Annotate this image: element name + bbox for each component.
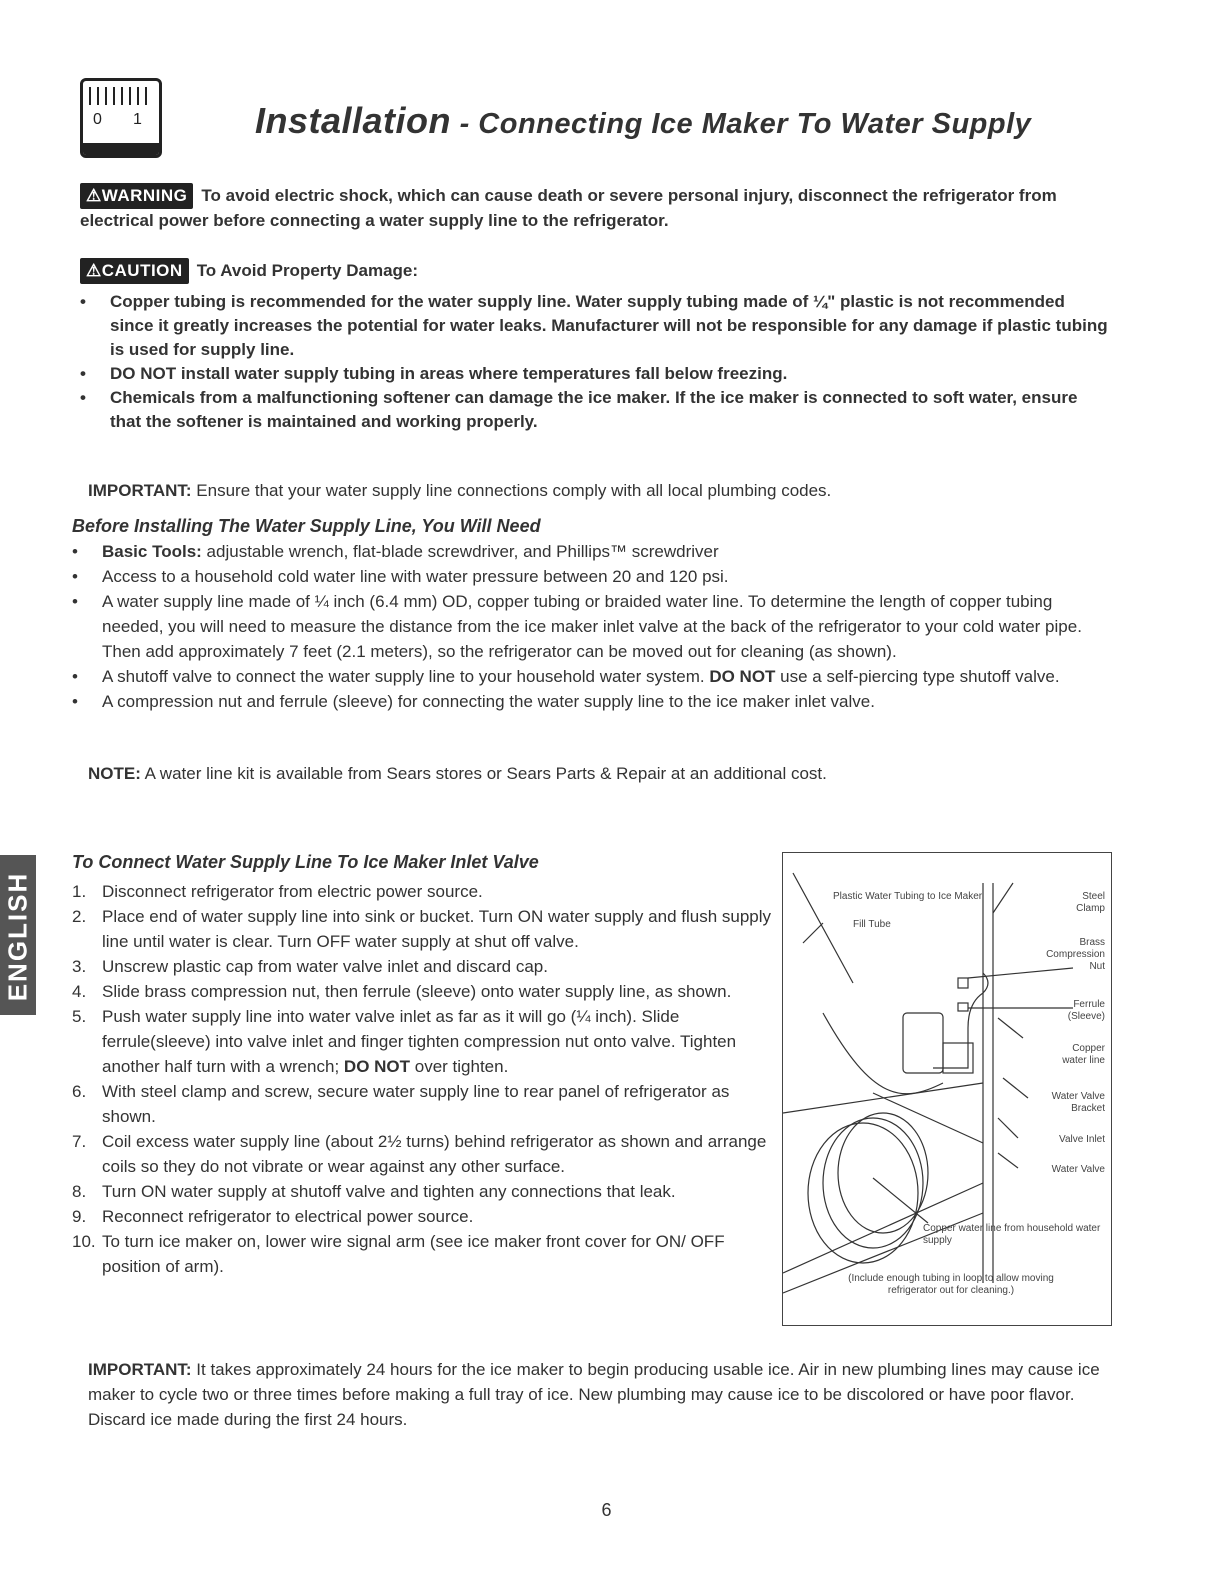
- step-number: 8.: [72, 1182, 87, 1201]
- tools-text: adjustable wrench, flat-blade screwdriver, and Phillips™ screwdriver: [201, 542, 719, 561]
- step-text: Coil excess water supply line (about 2½ turns) behind refrigerator as shown and arrange coils so they do not vibrate or wear against any other surface.: [102, 1132, 767, 1176]
- diagram-drawing: [783, 853, 1111, 1325]
- step-number: 2.: [72, 907, 87, 926]
- step-text: Unscrew plastic cap from water valve inlet and discard cap.: [102, 957, 548, 976]
- step-item: [72, 1229, 777, 1279]
- step-number: 10.: [72, 1232, 96, 1251]
- step-number: 1.: [72, 882, 87, 901]
- label-copper-line: Copper water line: [1062, 1043, 1105, 1066]
- step-item: [72, 979, 777, 1004]
- step-text: Slide brass compression nut, then ferrule (sleeve) onto water supply line, as shown.: [102, 982, 732, 1001]
- label-valve-bracket: Water Valve Bracket: [1051, 1091, 1105, 1114]
- note-label: NOTE:: [88, 764, 141, 783]
- note-block: [88, 761, 1108, 786]
- step-number: 7.: [72, 1132, 87, 1151]
- important-note-1: [88, 478, 1108, 503]
- page-number: 6: [601, 1500, 612, 1520]
- important-label: IMPORTANT:: [88, 481, 192, 500]
- connect-heading: To Connect Water Supply Line To Ice Maker Inlet Valve: [72, 852, 539, 872]
- step-text: Disconnect refrigerator from electric power source.: [102, 882, 483, 901]
- step-text: Push water supply line into water valve inlet as far as it will go (¼ inch). Slide ferrule(sleeve) into valve inlet and finger tighten compression nut onto valve. Tighten another half turn with a wrench;: [102, 1007, 737, 1076]
- gauge-label-1: 1: [133, 111, 142, 128]
- step-number: 5.: [72, 1007, 87, 1026]
- label-brass-nut: Brass Compression Nut: [1046, 937, 1105, 972]
- step-number: 9.: [72, 1207, 87, 1226]
- gauge-label-0: 0: [93, 111, 102, 128]
- caution-heading: To Avoid Property Damage:: [196, 261, 419, 280]
- step-number: 4.: [72, 982, 87, 1001]
- tools-label: Basic Tools:: [102, 542, 202, 561]
- important-note-2: [88, 1357, 1108, 1432]
- item4-emphasis: DO NOT: [709, 667, 776, 686]
- step-item: [72, 1079, 777, 1129]
- caution-block: [80, 258, 1110, 434]
- step-text: Place end of water supply line into sink or bucket. Turn ON water supply and flush supply line until water is clear. Turn OFF water supply at shut off valve.: [102, 907, 772, 951]
- ruler-gauge-icon: [80, 78, 162, 158]
- step-emphasis: DO NOT: [343, 1057, 411, 1076]
- caution-badge: ⚠CAUTION: [80, 258, 189, 284]
- list-item: [72, 539, 1107, 564]
- warning-badge: ⚠WARNING: [80, 183, 193, 209]
- warning-block: [80, 183, 1110, 233]
- step-item: [72, 879, 777, 904]
- page-title: [255, 100, 1031, 142]
- step-number: 6.: [72, 1082, 87, 1101]
- item4-text-a: A shutoff valve to connect the water supply line to your household water system.: [102, 667, 710, 686]
- label-loop-note: (Include enough tubing in loop to allow moving refrigerator out for cleaning.): [848, 1273, 1054, 1296]
- important-text: It takes approximately 24 hours for the ice maker to begin producing usable ice. Air in new plumbing lines may cause ice maker to cycle two or three times before making a full tray of ice. New plumbing may cause ice to be discolored or have poor flavor. Discard ice made during the first 24 hours.: [88, 1360, 1100, 1429]
- step-item: [72, 954, 777, 979]
- title-rest: - Connecting Ice Maker To Water Supply: [451, 108, 1032, 140]
- label-ferrule: Ferrule (Sleeve): [1067, 999, 1105, 1022]
- list-item: • A compression nut and ferrule (sleeve) for connecting the water supply line to the ice maker inlet valve.: [72, 689, 1107, 714]
- note-text: A water line kit is available from Sears stores or Sears Parts & Repair at an additional cost.: [140, 764, 827, 783]
- before-heading: Before Installing The Water Supply Line, You Will Need: [72, 516, 541, 536]
- step-item: [72, 1204, 777, 1229]
- language-tab: [0, 855, 36, 1015]
- list-item: • Access to a household cold water line with water pressure between 20 and 120 psi.: [72, 564, 1107, 589]
- caution-list: [80, 290, 1110, 434]
- label-plastic-tubing: Plastic Water Tubing to Ice Maker: [833, 891, 983, 902]
- connect-section: [72, 852, 777, 1279]
- step-number: 3.: [72, 957, 87, 976]
- page-header: [80, 78, 1110, 160]
- step-item: [72, 1004, 777, 1079]
- important-label: IMPORTANT:: [88, 1360, 192, 1379]
- step-item: [72, 1129, 777, 1179]
- label-water-valve: Water Valve: [1051, 1164, 1105, 1175]
- step-text: Reconnect refrigerator to electrical power source.: [102, 1207, 474, 1226]
- important-text: Ensure that your water supply line connections comply with all local plumbing codes.: [191, 481, 832, 500]
- label-steel-clamp: Steel Clamp: [1076, 891, 1105, 914]
- caution-item: • Chemicals from a malfunctioning softener can damage the ice maker. If the ice maker is connected to soft water, ensure that the softener is maintained and working properly.: [80, 386, 1110, 434]
- step-text: over tighten.: [410, 1057, 509, 1076]
- caution-item: • DO NOT install water supply tubing in areas where temperatures fall below freezing.: [80, 362, 1110, 386]
- label-valve-inlet: Valve Inlet: [1059, 1134, 1105, 1145]
- caution-item: • Copper tubing is recommended for the water supply line. Water supply tubing made of ¼" plastic is not recommended since it greatly increases the potential for water leaks. Manufacturer will not be responsible for any damage if plastic tubing is used for supply line.: [80, 290, 1110, 362]
- step-text: With steel clamp and screw, secure water supply line to rear panel of refrigerator as shown.: [102, 1082, 730, 1126]
- label-fill-tube: Fill Tube: [853, 919, 891, 930]
- item4-text-c: use a self-piercing type shutoff valve.: [775, 667, 1060, 686]
- before-installing-section: [72, 516, 1107, 714]
- warning-text: To avoid electric shock, which can cause death or severe personal injury, disconnect the refrigerator from electrical power before connecting a water supply line to the refrigerator.: [80, 186, 1057, 230]
- step-text: Turn ON water supply at shutoff valve and tighten any connections that leak.: [102, 1182, 676, 1201]
- title-main: Installation: [255, 100, 452, 141]
- list-item: [72, 664, 1107, 689]
- step-item: [72, 1179, 777, 1204]
- label-copper-household: Copper water line from household water supply: [923, 1223, 1101, 1246]
- language-tab-label: ENGLISH: [2, 871, 33, 1002]
- step-item: [72, 904, 777, 954]
- before-list: [72, 539, 1107, 714]
- water-valve-diagram: [782, 852, 1112, 1326]
- list-item: • A water supply line made of ¼ inch (6.4 mm) OD, copper tubing or braided water line. To determine the length of copper tubing needed, you will need to measure the distance from the ice maker inlet valve at the back of the refrigerator to your cold water pipe. Then add approximately 7 feet (2.1 meters), so the refrigerator can be moved out for cleaning (as shown).: [72, 589, 1107, 664]
- steps-list: [72, 879, 777, 1279]
- step-text: To turn ice maker on, lower wire signal arm (see ice maker front cover for ON/ OFF position of arm).: [102, 1232, 725, 1276]
